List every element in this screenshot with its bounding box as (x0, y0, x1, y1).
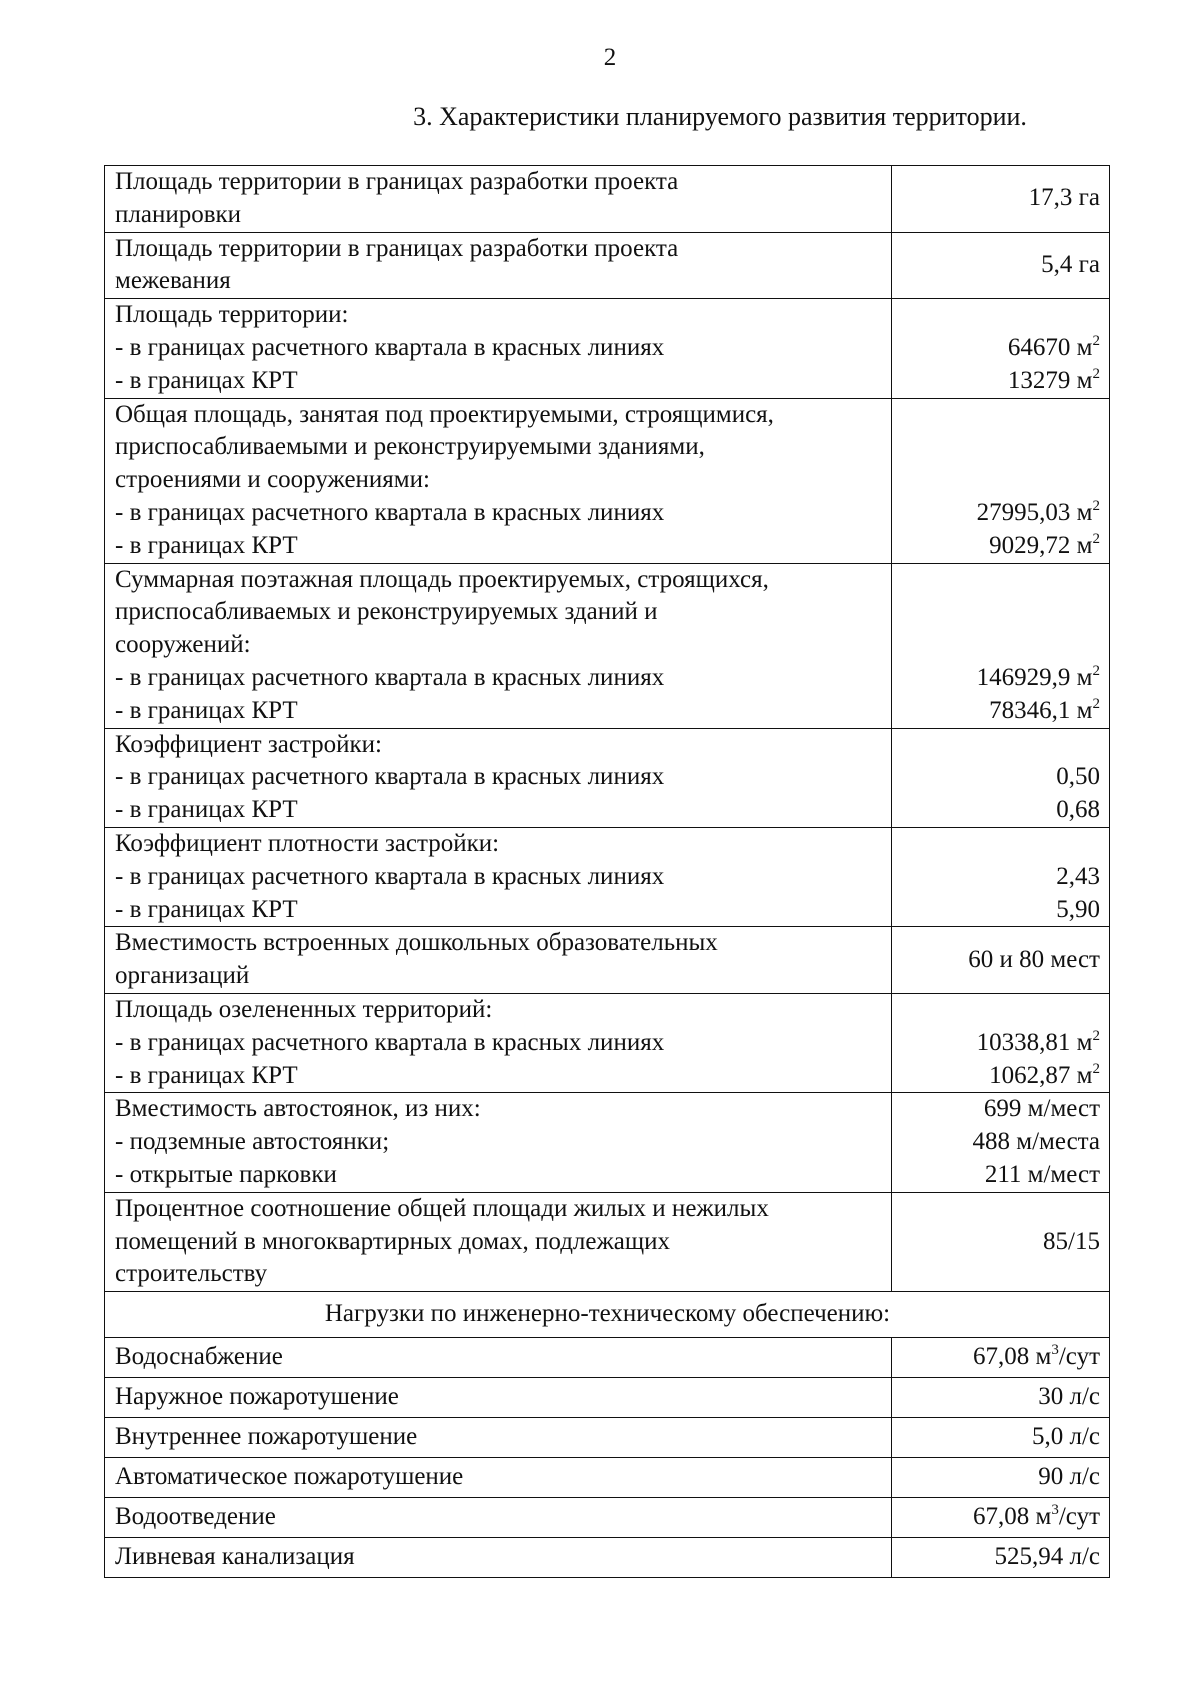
load-row (105, 1498, 1110, 1538)
value-unit-suffix: /сут (1058, 1503, 1100, 1531)
load-row (105, 1538, 1110, 1578)
row-value (892, 299, 1110, 398)
table-row (105, 232, 1110, 299)
row-value (892, 728, 1110, 827)
value-number: 699 м/мест (983, 1095, 1100, 1123)
load-label: Наружное пожаротушение (105, 1378, 892, 1418)
value-line (902, 332, 1100, 365)
table-row (105, 299, 1110, 398)
description-line: межевания (115, 267, 231, 295)
value-unit-exponent: 2 (1092, 332, 1100, 349)
description-line: Площадь озелененных территорий: (115, 995, 493, 1023)
load-label: Водоснабжение (105, 1338, 892, 1378)
row-value (892, 232, 1110, 299)
description-line: - в границах расчетного квартала в красных линиях (115, 333, 665, 361)
value-number: 10338,81 м (976, 1028, 1093, 1056)
load-value (892, 1458, 1110, 1498)
description-line: Площадь территории: (115, 301, 349, 329)
description-line: Коэффициент плотности застройки: (115, 829, 500, 857)
value-number: 146929,9 м (976, 663, 1093, 691)
value-line (902, 861, 1100, 894)
row-description (105, 232, 892, 299)
row-value (892, 166, 1110, 233)
description-line: строительству (115, 1260, 268, 1288)
description-line: организаций (115, 962, 250, 990)
description-line: - в границах КРТ (115, 895, 298, 923)
value-unit-exponent: 2 (1092, 662, 1100, 679)
section-title: Нагрузки по инженерно-техническому обеспечению: (105, 1292, 1110, 1338)
row-description (105, 398, 892, 563)
value-spacer (902, 828, 1100, 861)
value-unit-exponent: 3 (1051, 1502, 1059, 1519)
value-line (902, 794, 1100, 827)
load-label: Автоматическое пожаротушение (105, 1458, 892, 1498)
description-line: планировки (115, 200, 242, 228)
value-number: 67,08 м (973, 1503, 1052, 1531)
value-number: 13279 м (1007, 366, 1093, 394)
characteristics-table (104, 165, 1110, 1578)
value-number: 5,4 га (1041, 250, 1100, 278)
value-line (902, 1226, 1100, 1259)
description-line: - открытые парковки (115, 1160, 337, 1188)
value-spacer (902, 399, 1100, 432)
table-row (105, 993, 1110, 1092)
value-number: 5,90 (1056, 895, 1100, 923)
page-number: 2 (603, 44, 617, 71)
description-line: - подземные автостоянки; (115, 1128, 390, 1156)
description-line: Вместимость автостоянок, из них: (115, 1095, 481, 1123)
row-description (105, 166, 892, 233)
value-number: 30 л/с (1038, 1383, 1100, 1411)
load-value (892, 1338, 1110, 1378)
value-number: 488 м/места (972, 1128, 1100, 1156)
value-unit-suffix: /сут (1058, 1343, 1100, 1371)
table-row (105, 728, 1110, 827)
section-row (105, 1292, 1110, 1338)
row-description (105, 563, 892, 728)
value-unit-exponent: 2 (1092, 1027, 1100, 1044)
table-row (105, 827, 1110, 926)
value-unit-exponent: 2 (1092, 1060, 1100, 1077)
value-number: 27995,03 м (976, 498, 1093, 526)
value-number: 0,68 (1056, 796, 1100, 824)
value-line (902, 1159, 1100, 1192)
load-label: Ливневая канализация (105, 1538, 892, 1578)
load-row (105, 1458, 1110, 1498)
value-number: 64670 м (1007, 333, 1093, 361)
load-value (892, 1378, 1110, 1418)
description-line: Площадь территории в границах разработки проекта (115, 168, 679, 195)
load-value (892, 1538, 1110, 1578)
load-row (105, 1338, 1110, 1378)
value-line (902, 761, 1100, 794)
row-value (892, 1192, 1110, 1291)
row-value (892, 927, 1110, 994)
row-description (105, 728, 892, 827)
value-line (902, 182, 1100, 215)
row-description (105, 827, 892, 926)
value-line (902, 1126, 1100, 1159)
row-description (105, 1093, 892, 1192)
value-spacer (902, 596, 1100, 629)
value-spacer (902, 564, 1100, 597)
description-line: - в границах КРТ (115, 531, 298, 559)
value-unit-exponent: 2 (1092, 695, 1100, 712)
value-number: 5,0 л/с (1031, 1423, 1100, 1451)
value-spacer (902, 464, 1100, 497)
table-row (105, 1192, 1110, 1291)
row-value (892, 563, 1110, 728)
value-line (902, 497, 1100, 530)
description-line: - в границах КРТ (115, 366, 298, 394)
value-number: 60 и 80 мест (968, 945, 1100, 973)
row-value (892, 993, 1110, 1092)
row-description (105, 299, 892, 398)
value-number: 9029,72 м (989, 531, 1093, 559)
value-spacer (902, 994, 1100, 1027)
description-line: Площадь территории в границах разработки проекта (115, 234, 679, 262)
description-line: - в границах КРТ (115, 796, 298, 824)
description-line: - в границах расчетного квартала в красных линиях (115, 763, 665, 791)
value-line (902, 249, 1100, 282)
row-value (892, 827, 1110, 926)
description-line: приспосабливаемых и реконструируемых зданий и (115, 598, 658, 626)
row-description (105, 927, 892, 994)
row-value (892, 1093, 1110, 1192)
value-number: 85/15 (1043, 1227, 1100, 1255)
load-label: Водоотведение (105, 1498, 892, 1538)
load-value (892, 1418, 1110, 1458)
value-unit-exponent: 2 (1092, 530, 1100, 547)
description-line: - в границах КРТ (115, 696, 298, 724)
value-unit-exponent: 2 (1092, 497, 1100, 514)
row-description (105, 1192, 892, 1291)
description-line: Процентное соотношение общей площади жилых и нежилых (115, 1194, 769, 1222)
value-spacer (902, 729, 1100, 762)
load-label: Внутреннее пожаротушение (105, 1418, 892, 1458)
value-unit-exponent: 3 (1051, 1342, 1059, 1359)
description-line: сооружений: (115, 631, 251, 659)
value-number: 90 л/с (1038, 1463, 1100, 1491)
value-spacer (902, 299, 1100, 332)
value-line (902, 1060, 1100, 1093)
characteristics-table-body (105, 166, 1110, 1578)
table-row (105, 398, 1110, 563)
row-description (105, 993, 892, 1092)
description-line: - в границах КРТ (115, 1061, 298, 1089)
value-line (902, 662, 1100, 695)
value-number: 2,43 (1056, 862, 1100, 890)
value-line (902, 894, 1100, 927)
description-line: - в границах расчетного квартала в красных линиях (115, 663, 665, 691)
description-line: Суммарная поэтажная площадь проектируемых, строящихся, (115, 565, 769, 593)
value-number: 1062,87 м (989, 1061, 1093, 1089)
load-value (892, 1498, 1110, 1538)
description-line: - в границах расчетного квартала в красных линиях (115, 498, 665, 526)
value-unit-exponent: 2 (1092, 365, 1100, 382)
value-spacer (902, 431, 1100, 464)
value-line (902, 695, 1100, 728)
load-row (105, 1418, 1110, 1458)
value-number: 525,94 л/с (994, 1543, 1100, 1571)
description-line: приспосабливаемыми и реконструируемыми зданиями, (115, 433, 705, 461)
load-row (105, 1378, 1110, 1418)
description-line: Коэффициент застройки: (115, 730, 383, 758)
table-row (105, 1093, 1110, 1192)
value-line (902, 530, 1100, 563)
row-value (892, 398, 1110, 563)
value-number: 0,50 (1056, 763, 1100, 791)
value-number: 211 м/мест (984, 1160, 1100, 1188)
value-number: 67,08 м (973, 1343, 1052, 1371)
value-number: 17,3 га (1028, 184, 1100, 212)
description-line: строениями и сооружениями: (115, 466, 430, 494)
description-line: Вместимость встроенных дошкольных образовательных (115, 929, 718, 957)
description-line: помещений в многоквартирных домах, подлежащих (115, 1227, 670, 1255)
description-line: - в границах расчетного квартала в красных линиях (115, 1028, 665, 1056)
table-row (105, 563, 1110, 728)
value-spacer (902, 629, 1100, 662)
table-row (105, 927, 1110, 994)
section-heading: 3. Характеристики планируемого развития территории. (413, 102, 1027, 131)
value-line (902, 365, 1100, 398)
value-line (902, 1027, 1100, 1060)
value-line (902, 1093, 1100, 1126)
value-line (902, 944, 1100, 977)
table-row (105, 166, 1110, 233)
description-line: - в границах расчетного квартала в красных линиях (115, 862, 665, 890)
value-number: 78346,1 м (989, 696, 1093, 724)
description-line: Общая площадь, занятая под проектируемыми, строящимися, (115, 400, 774, 428)
